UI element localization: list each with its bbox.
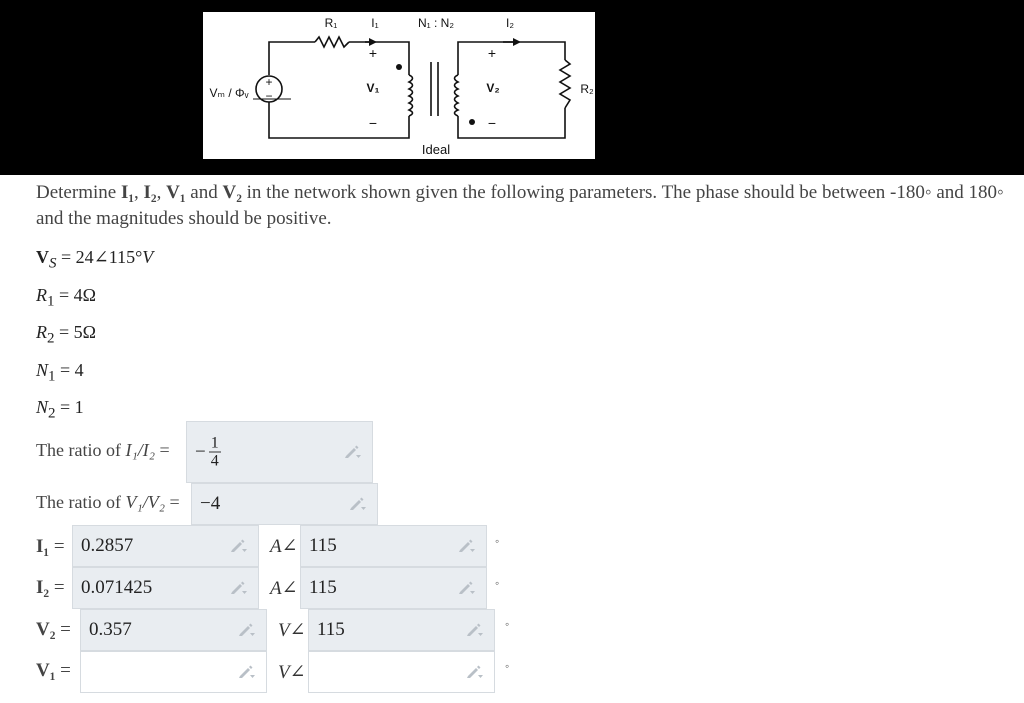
v-ratio-label: [36, 492, 180, 513]
answer-v1-eq: =: [55, 660, 71, 681]
v2-phase-input[interactable]: [308, 609, 495, 651]
param-n1-value: = 4: [55, 360, 84, 380]
i1-degree: ◦: [495, 534, 500, 548]
param-r1: [36, 285, 96, 311]
param-vs-value: = 24∠115°: [56, 247, 143, 267]
answer-label-v2: [36, 619, 71, 641]
v2-unit: V∠: [278, 620, 306, 641]
prompt-text-post: in the network shown given the following parameters. The phase should be between -180◦ and 180◦ and the magnitudes should be positive.: [36, 182, 1004, 229]
i-ratio-expr: I₁/I₂: [125, 440, 155, 460]
v-ratio-eq: =: [164, 492, 180, 512]
prompt-v2: V₂: [222, 182, 242, 203]
param-r1-value: = 4Ω: [54, 285, 97, 305]
i-ratio-den: 4: [210, 452, 219, 470]
source-label: Vₘ / Φᵥ: [209, 86, 249, 100]
v-ratio-input[interactable]: [191, 483, 378, 525]
v2-degree: ◦: [505, 617, 510, 631]
svg-text:+: +: [265, 75, 273, 89]
i-ratio-input[interactable]: [186, 421, 373, 483]
prompt-i2: I₂: [143, 182, 157, 203]
prompt-v1: V₁: [166, 182, 186, 203]
param-r2: [36, 322, 96, 348]
param-n2: [36, 397, 84, 423]
answer-v1-symbol: V₁: [36, 660, 56, 681]
v1-degree: ◦: [505, 659, 510, 673]
pencil-icon[interactable]: [458, 539, 476, 553]
param-vs-name: V: [36, 247, 49, 267]
param-r2-name: R: [36, 322, 47, 342]
v2-plus: +: [487, 45, 497, 61]
v-ratio-value: −4: [200, 493, 221, 514]
i1-phase-value: 115: [309, 535, 337, 556]
prompt-i1: I₁: [120, 182, 135, 203]
svg-text:−: −: [265, 89, 273, 103]
i-ratio-eq: =: [154, 440, 170, 460]
v1-label: V₁: [366, 81, 380, 95]
answer-v2-symbol: V₂: [36, 619, 56, 640]
i2-phase-value: 115: [309, 577, 337, 598]
circuit-svg: [203, 12, 595, 159]
param-vs-sub: S: [49, 255, 57, 272]
i2-phase-input[interactable]: [300, 567, 487, 609]
v1-magnitude-input[interactable]: [80, 651, 267, 693]
prompt-text-pre: Determine: [36, 182, 121, 203]
i1-label: I₁: [371, 16, 379, 30]
v2-minus: −: [487, 115, 497, 131]
param-vs-unit: V: [142, 247, 154, 267]
pencil-icon[interactable]: [458, 581, 476, 595]
pencil-icon[interactable]: [238, 623, 256, 637]
v2-magnitude-value: 0.357: [89, 619, 132, 640]
param-n1: [36, 360, 84, 386]
i-ratio-prefix: The ratio of: [36, 440, 126, 460]
param-n1-sub: 1: [48, 368, 56, 385]
i2-label: I₂: [506, 16, 514, 30]
i-ratio-label: [36, 440, 170, 461]
answer-label-v1: [36, 660, 71, 682]
v-ratio-prefix: The ratio of: [36, 492, 126, 512]
r1-label: R₁: [324, 16, 338, 30]
pencil-icon[interactable]: [349, 497, 367, 511]
answer-label-i1: [36, 536, 65, 558]
answer-i2-eq: =: [49, 577, 65, 598]
prompt-sep2: ,: [156, 182, 167, 203]
v1-unit: V∠: [278, 662, 306, 683]
param-n2-name: N: [36, 397, 49, 417]
param-n2-value: = 1: [55, 397, 84, 417]
v1-phase-input[interactable]: [308, 651, 495, 693]
param-r1-sub: 1: [47, 293, 55, 310]
i-ratio-value: [195, 435, 221, 470]
i2-magnitude-value: 0.071425: [81, 577, 153, 598]
i1-phase-input[interactable]: [300, 525, 487, 567]
circuit-diagram: [203, 12, 595, 159]
v2-magnitude-input[interactable]: [80, 609, 267, 651]
i1-unit: A∠: [270, 536, 298, 557]
answer-i2-symbol: I₂: [36, 577, 50, 598]
answer-label-i2: [36, 577, 65, 599]
i-ratio-sign: −: [195, 441, 206, 462]
v-ratio-expr: V₁/V₂: [125, 492, 165, 512]
param-r1-name: R: [36, 285, 47, 305]
answer-i1-eq: =: [49, 536, 65, 557]
i2-degree: ◦: [495, 576, 500, 590]
i1-magnitude-input[interactable]: [72, 525, 259, 567]
i-ratio-fraction: [209, 435, 221, 470]
problem-statement: [36, 180, 1021, 232]
v2-phase-value: 115: [317, 619, 345, 640]
param-n2-sub: 2: [48, 405, 56, 422]
v1-minus: −: [368, 115, 378, 131]
param-r2-value: = 5Ω: [54, 322, 97, 342]
pencil-icon[interactable]: [466, 623, 484, 637]
param-n1-name: N: [36, 360, 49, 380]
prompt-and: and: [185, 182, 223, 203]
turns-ratio-label: N₁ : N₂: [417, 16, 455, 30]
param-r2-sub: 2: [47, 330, 55, 347]
pencil-icon[interactable]: [230, 581, 248, 595]
v2-label: V₂: [486, 81, 500, 95]
v1-plus: +: [368, 45, 378, 61]
i2-unit: A∠: [270, 578, 298, 599]
i1-magnitude-value: 0.2857: [81, 535, 134, 556]
pencil-icon[interactable]: [238, 665, 256, 679]
r2-label: R₂: [580, 82, 594, 96]
answer-v2-eq: =: [55, 619, 71, 640]
pencil-icon[interactable]: [230, 539, 248, 553]
prompt-sep1: ,: [134, 182, 144, 203]
param-vs: [36, 247, 153, 273]
pencil-icon[interactable]: [466, 665, 484, 679]
answer-i1-symbol: I₁: [36, 536, 50, 557]
ideal-label: Ideal: [421, 142, 451, 157]
i-ratio-num: 1: [210, 434, 219, 452]
i2-magnitude-input[interactable]: [72, 567, 259, 609]
pencil-icon[interactable]: [344, 445, 362, 459]
